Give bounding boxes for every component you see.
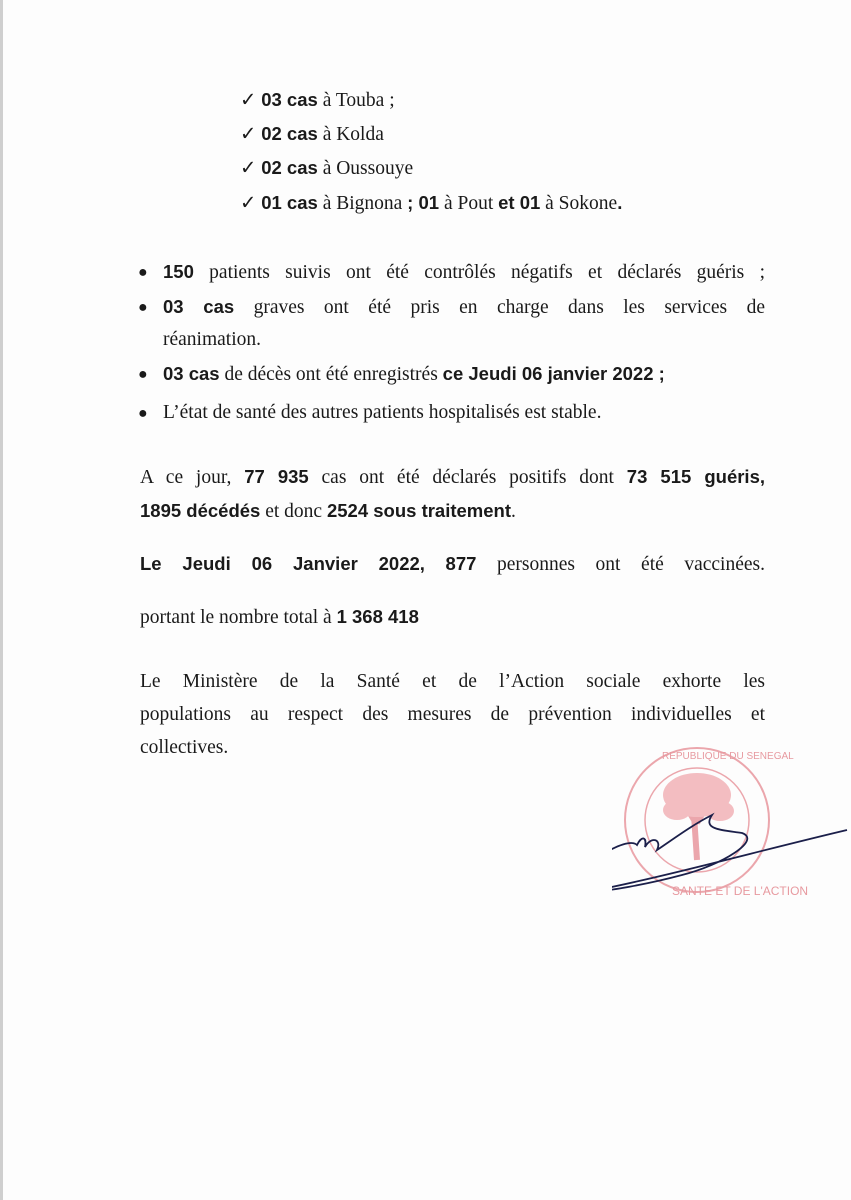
bold-text: 03 cas (163, 296, 235, 317)
bold-text: 1 368 418 (336, 606, 419, 627)
text: personnes ont été vaccinées. (476, 554, 765, 575)
bold-text: ce Jeudi 06 janvier 2022 ; (442, 363, 665, 384)
list-item (240, 122, 384, 146)
bold-text: . (617, 192, 623, 213)
bold-text: 1895 décédés (140, 500, 261, 521)
text: A ce jour, (140, 467, 245, 488)
bullet-icon: ● (138, 264, 148, 281)
text: . (511, 501, 516, 522)
closing-line: Le Ministère de la Santé et de l’Action sociale exhorte les (140, 671, 765, 692)
region-text: à Pout (439, 193, 499, 214)
item-continuation: réanimation. (163, 329, 262, 350)
case-count: 02 cas (261, 123, 318, 144)
region-text: à Bignona (317, 193, 408, 214)
list-item: L’état de santé des autres patients hospitalisés est stable. (163, 402, 602, 423)
bold-text: et 01 (498, 192, 541, 213)
bold-text: 73 515 guéris, (626, 466, 765, 487)
region-text: à Oussouye (317, 158, 414, 179)
list-item (240, 156, 413, 180)
vaccination-line (140, 553, 765, 576)
text: portant le nombre total à (140, 607, 337, 628)
closing-line: populations au respect des mesures de prévention individuelles et (140, 704, 765, 725)
signature (612, 815, 847, 891)
bold-text: 877 (445, 553, 477, 574)
item-text: de décès ont été enregistrés (219, 364, 443, 385)
list-item (240, 88, 395, 112)
region-text: à Sokone (540, 193, 618, 214)
page-edge (0, 0, 3, 1200)
region-text: à Touba ; (317, 90, 395, 111)
bullet-icon: ● (138, 299, 148, 316)
bullet-icon: ● (138, 405, 148, 422)
bold-text: 150 (163, 261, 194, 282)
closing-line: collectives. (140, 737, 229, 758)
bold-text: ; 01 (407, 192, 440, 213)
text: et donc (260, 501, 327, 522)
list-item (163, 296, 765, 319)
region-text: à Kolda (317, 124, 384, 145)
stamp-text: SANTE ET DE L'ACTION (672, 884, 809, 898)
summary-line (140, 500, 516, 523)
stamp-text: REPUBLIQUE DU SENEGAL (662, 751, 794, 762)
list-item (163, 363, 665, 386)
bold-text: 2524 sous traitement (326, 500, 512, 521)
item-text: graves ont été pris en charge dans les services de (234, 297, 765, 318)
stamp-seal (625, 748, 808, 898)
vaccination-line (140, 606, 419, 629)
bold-text: Le Jeudi 06 Janvier 2022, (140, 553, 425, 574)
case-count: 03 cas (261, 89, 318, 110)
check-icon: ✓ (240, 193, 262, 214)
text: cas ont été déclarés positifs dont (308, 467, 627, 488)
summary-line (140, 466, 765, 489)
bold-text: 03 cas (163, 363, 220, 384)
check-icon: ✓ (240, 158, 262, 179)
list-item (240, 191, 622, 215)
case-count: 01 cas (261, 192, 318, 213)
official-stamp-with-signature (612, 745, 851, 905)
check-icon: ✓ (240, 90, 262, 111)
check-icon: ✓ (240, 124, 262, 145)
bullet-icon: ● (138, 366, 148, 383)
bold-text: 77 935 (244, 466, 309, 487)
item-text: patients suivis ont été contrôlés négatifs et déclarés guéris ; (193, 262, 765, 283)
text (425, 554, 446, 575)
case-count: 02 cas (261, 157, 318, 178)
list-item (163, 261, 765, 284)
